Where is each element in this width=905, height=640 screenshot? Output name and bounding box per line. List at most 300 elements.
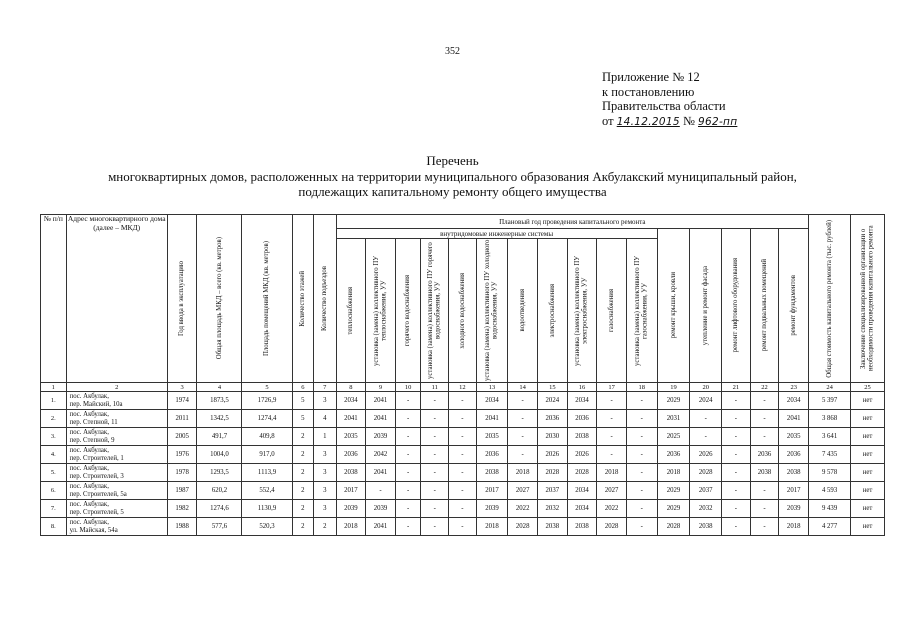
table-cell: -	[626, 464, 657, 482]
table-cell: -	[421, 446, 449, 464]
header-elevator	[722, 229, 751, 383]
header-elevator-text: ремонт лифтового оборудования	[732, 258, 740, 353]
header-elec-meter	[567, 239, 597, 383]
table-row	[41, 446, 885, 464]
table-cell: 2041	[366, 410, 396, 428]
houses-table	[40, 214, 885, 536]
table-cell: 1873,5	[197, 392, 242, 410]
table-cell: -	[626, 500, 657, 518]
column-number: 23	[779, 383, 809, 392]
address-line-1: пос. Акбулак,	[69, 429, 109, 436]
address-line-2: пер. Строителей, 5	[69, 508, 124, 516]
table-cell: -	[421, 482, 449, 500]
column-number: 21	[722, 383, 751, 392]
address-line-2: пер. Строителей, 1	[69, 454, 124, 462]
column-number: 5	[242, 383, 292, 392]
table-cell: -	[750, 410, 779, 428]
table-row	[41, 464, 885, 482]
header-floors-text: Количество этажей	[299, 270, 307, 327]
header-year	[167, 215, 197, 383]
header-elec-meter-text: установка (замена) коллективного ПУ электроснабжения, УУ	[574, 255, 589, 366]
table-cell: 2	[292, 428, 313, 446]
table-cell: -	[449, 428, 477, 446]
header-basement	[750, 229, 779, 383]
table-cell: 2036	[750, 446, 779, 464]
header-conclusion	[851, 215, 885, 383]
appendix-line-3: Правительства области	[602, 99, 726, 114]
table-cell: 2037	[538, 482, 568, 500]
table-cell: 1978	[167, 464, 197, 482]
header-hot-meter-text: установка (замена) коллективного ПУ горячего водоснабжения, УУ	[427, 242, 442, 379]
table-cell: -	[395, 464, 421, 482]
header-gas	[597, 239, 627, 383]
table-cell: 2032	[690, 500, 722, 518]
table-cell: 2038	[750, 464, 779, 482]
header-number: № п/п	[41, 215, 67, 383]
table-cell: -	[395, 392, 421, 410]
appendix-date-line	[602, 114, 737, 130]
table-cell: -	[395, 446, 421, 464]
table-cell: 2018	[476, 518, 508, 536]
address-line-2: пер. Степной, 9	[69, 436, 115, 444]
header-electric-text: электроснабжения	[548, 283, 556, 338]
table-cell: -	[722, 518, 751, 536]
row-address	[66, 392, 167, 410]
address-line-2: пер. Майский, 10а	[69, 400, 123, 408]
row-address	[66, 482, 167, 500]
row-address	[66, 410, 167, 428]
table-cell: 3 641	[809, 428, 851, 446]
table-cell: -	[626, 428, 657, 446]
table-cell: 2028	[508, 518, 538, 536]
table-cell: -	[449, 482, 477, 500]
table-cell: 1130,9	[242, 500, 292, 518]
table-cell: 1274,6	[197, 500, 242, 518]
header-cost-text: Общая стоимость капитального ремонта (тыс. рублей)	[825, 219, 833, 378]
table-cell: 2011	[167, 410, 197, 428]
table-cell: 2038	[567, 518, 597, 536]
table-cell: 2036	[476, 446, 508, 464]
table-cell: 5 397	[809, 392, 851, 410]
header-cold-water	[449, 239, 477, 383]
column-number: 24	[809, 383, 851, 392]
table-cell: 1342,5	[197, 410, 242, 428]
table-cell: -	[395, 500, 421, 518]
table-cell: 1974	[167, 392, 197, 410]
table-cell: 1004,0	[197, 446, 242, 464]
number-prefix: №	[682, 113, 695, 128]
column-number: 1	[41, 383, 67, 392]
table-cell: 9 439	[809, 500, 851, 518]
row-number: 2.	[41, 410, 67, 428]
table-cell: -	[722, 446, 751, 464]
column-number: 19	[657, 383, 690, 392]
table-cell: -	[395, 518, 421, 536]
table-cell: -	[626, 392, 657, 410]
table-cell: -	[508, 410, 538, 428]
table-cell: -	[722, 500, 751, 518]
table-cell: 2028	[657, 518, 690, 536]
column-number: 4	[197, 383, 242, 392]
table-cell: 2029	[657, 392, 690, 410]
table-cell: 2041	[476, 410, 508, 428]
appendix-line-1: Приложение № 12	[602, 70, 700, 84]
table-cell: -	[750, 482, 779, 500]
table-cell: 2034	[476, 392, 508, 410]
column-number: 11	[421, 383, 449, 392]
table-cell: 2029	[657, 482, 690, 500]
table-cell: 2035	[779, 428, 809, 446]
table-cell: 2035	[336, 428, 366, 446]
table-cell: 3	[314, 500, 337, 518]
table-cell: 1988	[167, 518, 197, 536]
table-cell: 2034	[567, 500, 597, 518]
table-cell: 2	[292, 464, 313, 482]
row-number: 1.	[41, 392, 67, 410]
table-row	[41, 428, 885, 446]
table-cell: 2039	[366, 500, 396, 518]
header-entrances-text: Количество подъездов	[321, 266, 328, 331]
table-cell: 5	[292, 392, 313, 410]
column-number: 8	[336, 383, 366, 392]
table-cell: 2041	[366, 392, 396, 410]
table-cell: -	[421, 410, 449, 428]
row-number: 8.	[41, 518, 67, 536]
table-cell: 2039	[779, 500, 809, 518]
address-line-1: пос. Акбулак,	[69, 483, 109, 490]
column-number: 15	[538, 383, 568, 392]
table-cell: 409,8	[242, 428, 292, 446]
table-cell: 2034	[336, 392, 366, 410]
table-cell: -	[421, 392, 449, 410]
table-cell: 2038	[567, 428, 597, 446]
column-number: 9	[366, 383, 396, 392]
table-cell: 2024	[690, 392, 722, 410]
table-cell: 4 593	[809, 482, 851, 500]
header-roof	[657, 229, 690, 383]
table-cell: 2036	[336, 446, 366, 464]
table-cell: 917,0	[242, 446, 292, 464]
table-cell: -	[750, 518, 779, 536]
table-cell: -	[597, 428, 627, 446]
table-cell: -	[626, 446, 657, 464]
table-cell: 2031	[657, 410, 690, 428]
table-cell: 2025	[657, 428, 690, 446]
table-cell: 2028	[567, 464, 597, 482]
table-cell: 2039	[336, 500, 366, 518]
table-cell: -	[722, 392, 751, 410]
table-cell: 2030	[538, 428, 568, 446]
table-cell: 2041	[366, 518, 396, 536]
table-cell: -	[597, 446, 627, 464]
header-hot-water-text: горячего водоснабжения	[404, 274, 412, 347]
column-number: 10	[395, 383, 421, 392]
table-row	[41, 518, 885, 536]
table-cell: нет	[851, 518, 885, 536]
table-cell: -	[449, 518, 477, 536]
header-basement-text: ремонт подвальных помещений	[760, 259, 768, 352]
header-internal-systems: внутридомовые инженерные системы	[336, 229, 657, 239]
header-hot-meter	[421, 239, 449, 383]
table-body	[41, 392, 885, 536]
address-line-2: пер. Строителей, 3	[69, 472, 124, 480]
table-cell: 9 578	[809, 464, 851, 482]
header-foundation	[779, 229, 809, 383]
table-cell: 2036	[538, 410, 568, 428]
table-cell: 3	[314, 464, 337, 482]
table-cell: 1976	[167, 446, 197, 464]
appendix-block	[602, 70, 737, 129]
table-cell: -	[722, 428, 751, 446]
table-cell: -	[395, 428, 421, 446]
table-cell: -	[508, 446, 538, 464]
table-cell: -	[395, 410, 421, 428]
table-cell: 2022	[508, 500, 538, 518]
table-cell: 2038	[538, 518, 568, 536]
header-area-total	[197, 215, 242, 383]
column-numbers-row	[41, 383, 885, 392]
table-cell: 2028	[690, 464, 722, 482]
table-cell: 2029	[657, 500, 690, 518]
table-cell: 2041	[779, 410, 809, 428]
table-cell: 2032	[538, 500, 568, 518]
row-address	[66, 446, 167, 464]
row-address	[66, 500, 167, 518]
table-cell: нет	[851, 392, 885, 410]
table-cell: 2	[292, 500, 313, 518]
handwritten-date: 14.12.2015	[616, 115, 680, 128]
table-cell: 620,2	[197, 482, 242, 500]
handwritten-number: 962-пп	[698, 115, 738, 128]
table-cell: 1293,5	[197, 464, 242, 482]
table-cell: -	[626, 410, 657, 428]
table-cell: 2017	[336, 482, 366, 500]
header-gas-text: газоснабжения	[607, 288, 615, 332]
table-cell: 2027	[508, 482, 538, 500]
table-cell: -	[750, 428, 779, 446]
table-cell: 2026	[690, 446, 722, 464]
table-cell: 2018	[508, 464, 538, 482]
header-cold-meter	[476, 239, 508, 383]
header-sewer-text: водоотведения	[518, 289, 526, 332]
table-cell: 520,3	[242, 518, 292, 536]
row-number: 6.	[41, 482, 67, 500]
title-line-2: многоквартирных домов, расположенных на территории муниципального образования Акбулакский муниципальный район,	[108, 168, 797, 184]
header-area-rooms-text: Площадь помещений МКД (кв. метров)	[263, 240, 271, 357]
header-gas-meter	[626, 239, 657, 383]
table-cell: 4	[314, 410, 337, 428]
table-cell: 1274,4	[242, 410, 292, 428]
row-address	[66, 464, 167, 482]
address-line-2: пер. Степной, 11	[69, 418, 118, 426]
table-cell: 1982	[167, 500, 197, 518]
table-cell: 3	[314, 446, 337, 464]
page-number: 352	[445, 46, 460, 57]
table-row	[41, 392, 885, 410]
table-cell: 2005	[167, 428, 197, 446]
row-number: 3.	[41, 428, 67, 446]
table-cell: нет	[851, 500, 885, 518]
table-cell: -	[508, 392, 538, 410]
column-number: 7	[314, 383, 337, 392]
table-cell: 1	[314, 428, 337, 446]
row-address	[66, 518, 167, 536]
table-cell: 2034	[779, 392, 809, 410]
table-cell: 2018	[336, 518, 366, 536]
table-cell: -	[449, 500, 477, 518]
header-facade	[690, 229, 722, 383]
column-number: 6	[292, 383, 313, 392]
header-entrances	[314, 215, 337, 383]
row-number: 7.	[41, 500, 67, 518]
table-cell: 3 868	[809, 410, 851, 428]
column-number: 20	[690, 383, 722, 392]
table-cell: -	[366, 482, 396, 500]
table-cell: 2027	[597, 482, 627, 500]
table-cell: 2036	[567, 410, 597, 428]
address-line-1: пос. Акбулак,	[69, 447, 109, 454]
address-line-1: пос. Акбулак,	[69, 501, 109, 508]
header-address: Адрес многоквартирного дома (далее – МКД)	[66, 215, 167, 383]
table-cell: -	[597, 392, 627, 410]
table-cell: -	[626, 482, 657, 500]
table-cell: 3	[314, 482, 337, 500]
header-heat-meter-text: установка (замена) коллективного ПУ теплоснабжения, УУ	[372, 255, 388, 366]
table-cell: -	[750, 500, 779, 518]
title-line-1: Перечень	[426, 153, 479, 168]
table-cell: 5	[292, 410, 313, 428]
table-cell: -	[395, 482, 421, 500]
table-cell: нет	[851, 464, 885, 482]
header-cold-water-text: холодного водоснабжения	[458, 272, 466, 349]
table-cell: -	[449, 392, 477, 410]
table-cell: 2	[292, 518, 313, 536]
table-cell: 2038	[690, 518, 722, 536]
row-number: 4.	[41, 446, 67, 464]
table-cell: 2018	[657, 464, 690, 482]
table-cell: -	[722, 482, 751, 500]
row-number: 5.	[41, 464, 67, 482]
table-cell: 2017	[476, 482, 508, 500]
address-line-1: пос. Акбулак,	[69, 411, 109, 418]
table-cell: 2041	[336, 410, 366, 428]
table-cell: 2036	[779, 446, 809, 464]
header-roof-text: ремонт крыши, кровли	[669, 272, 677, 339]
header-area-total-text: Общая площадь МКД – всего (кв. метров)	[215, 237, 223, 360]
column-number: 17	[597, 383, 627, 392]
table-cell: -	[421, 500, 449, 518]
header-area-rooms	[242, 215, 292, 383]
table-cell: 1726,9	[242, 392, 292, 410]
document-title	[0, 153, 905, 200]
table-cell: 2038	[476, 464, 508, 482]
table-cell: нет	[851, 446, 885, 464]
column-number: 22	[750, 383, 779, 392]
header-cost	[809, 215, 851, 383]
table-cell: -	[750, 392, 779, 410]
column-number: 12	[449, 383, 477, 392]
table-cell: 2018	[597, 464, 627, 482]
table-cell: -	[449, 446, 477, 464]
appendix-line-2: к постановлению	[602, 84, 695, 99]
table-cell: -	[421, 518, 449, 536]
table-cell: 552,4	[242, 482, 292, 500]
address-line-2: ул. Майская, 54а	[69, 526, 118, 534]
table-cell: -	[421, 428, 449, 446]
header-floors	[292, 215, 313, 383]
date-prefix: от	[602, 113, 614, 128]
table-cell: 7 435	[809, 446, 851, 464]
table-cell: 2	[292, 482, 313, 500]
address-line-1: пос. Акбулак,	[69, 393, 109, 400]
column-number: 14	[508, 383, 538, 392]
header-planned-year: Плановый год проведения капитального ремонта	[336, 215, 809, 229]
header-heat-meter	[366, 239, 396, 383]
table-cell: 491,7	[197, 428, 242, 446]
table-cell: 2017	[779, 482, 809, 500]
header-facade-text: утепление и ремонт фасада	[701, 265, 709, 346]
table-cell: 2022	[597, 500, 627, 518]
header-year-text: Год ввода в эксплуатацию	[178, 260, 186, 337]
table-cell: 2	[314, 518, 337, 536]
table-cell: -	[449, 464, 477, 482]
header-gas-meter-text: установка (замена) коллективного ПУ газоснабжения, УУ	[634, 255, 649, 366]
header-heating-text: теплоснабжения	[347, 286, 355, 335]
header-conclusion-text: Заключение специализированной организации о необходимости проведения капитального ремонта	[859, 225, 875, 372]
table-cell: -	[508, 428, 538, 446]
table-cell: 1987	[167, 482, 197, 500]
column-number: 25	[851, 383, 885, 392]
table-cell: 2028	[597, 518, 627, 536]
table-cell: 2041	[366, 464, 396, 482]
header-cold-meter-text: установка (замена) коллективного ПУ холодного водоснабжения, УУ	[484, 239, 499, 382]
header-heating	[336, 239, 366, 383]
table-cell: 2038	[779, 464, 809, 482]
column-number: 16	[567, 383, 597, 392]
table-cell: 2026	[567, 446, 597, 464]
table-cell: -	[597, 410, 627, 428]
table-cell: 2024	[538, 392, 568, 410]
table-cell: 2028	[538, 464, 568, 482]
header-hot-water	[395, 239, 421, 383]
table-cell: -	[722, 410, 751, 428]
title-line-3: подлежащих капитальному ремонту общего имущества	[298, 184, 607, 199]
table-cell: 2034	[567, 392, 597, 410]
table-cell: 2037	[690, 482, 722, 500]
table-row	[41, 500, 885, 518]
table-cell: 2042	[366, 446, 396, 464]
header-foundation-text: ремонт фундаментов	[789, 275, 797, 336]
header-electric	[538, 239, 568, 383]
table-cell: -	[690, 428, 722, 446]
table-cell: 3	[314, 392, 337, 410]
table-cell: 2	[292, 446, 313, 464]
table-cell: 577,6	[197, 518, 242, 536]
table-cell: 2038	[336, 464, 366, 482]
address-line-1: пос. Акбулак,	[69, 465, 109, 472]
table-cell: 2035	[476, 428, 508, 446]
table-cell: нет	[851, 428, 885, 446]
table-cell: -	[722, 464, 751, 482]
table-cell: 2026	[538, 446, 568, 464]
table-cell: 2018	[779, 518, 809, 536]
column-number: 13	[476, 383, 508, 392]
column-number: 2	[66, 383, 167, 392]
table-cell: нет	[851, 482, 885, 500]
column-number: 18	[626, 383, 657, 392]
address-line-1: пос. Акбулак,	[69, 519, 109, 526]
column-number: 3	[167, 383, 197, 392]
